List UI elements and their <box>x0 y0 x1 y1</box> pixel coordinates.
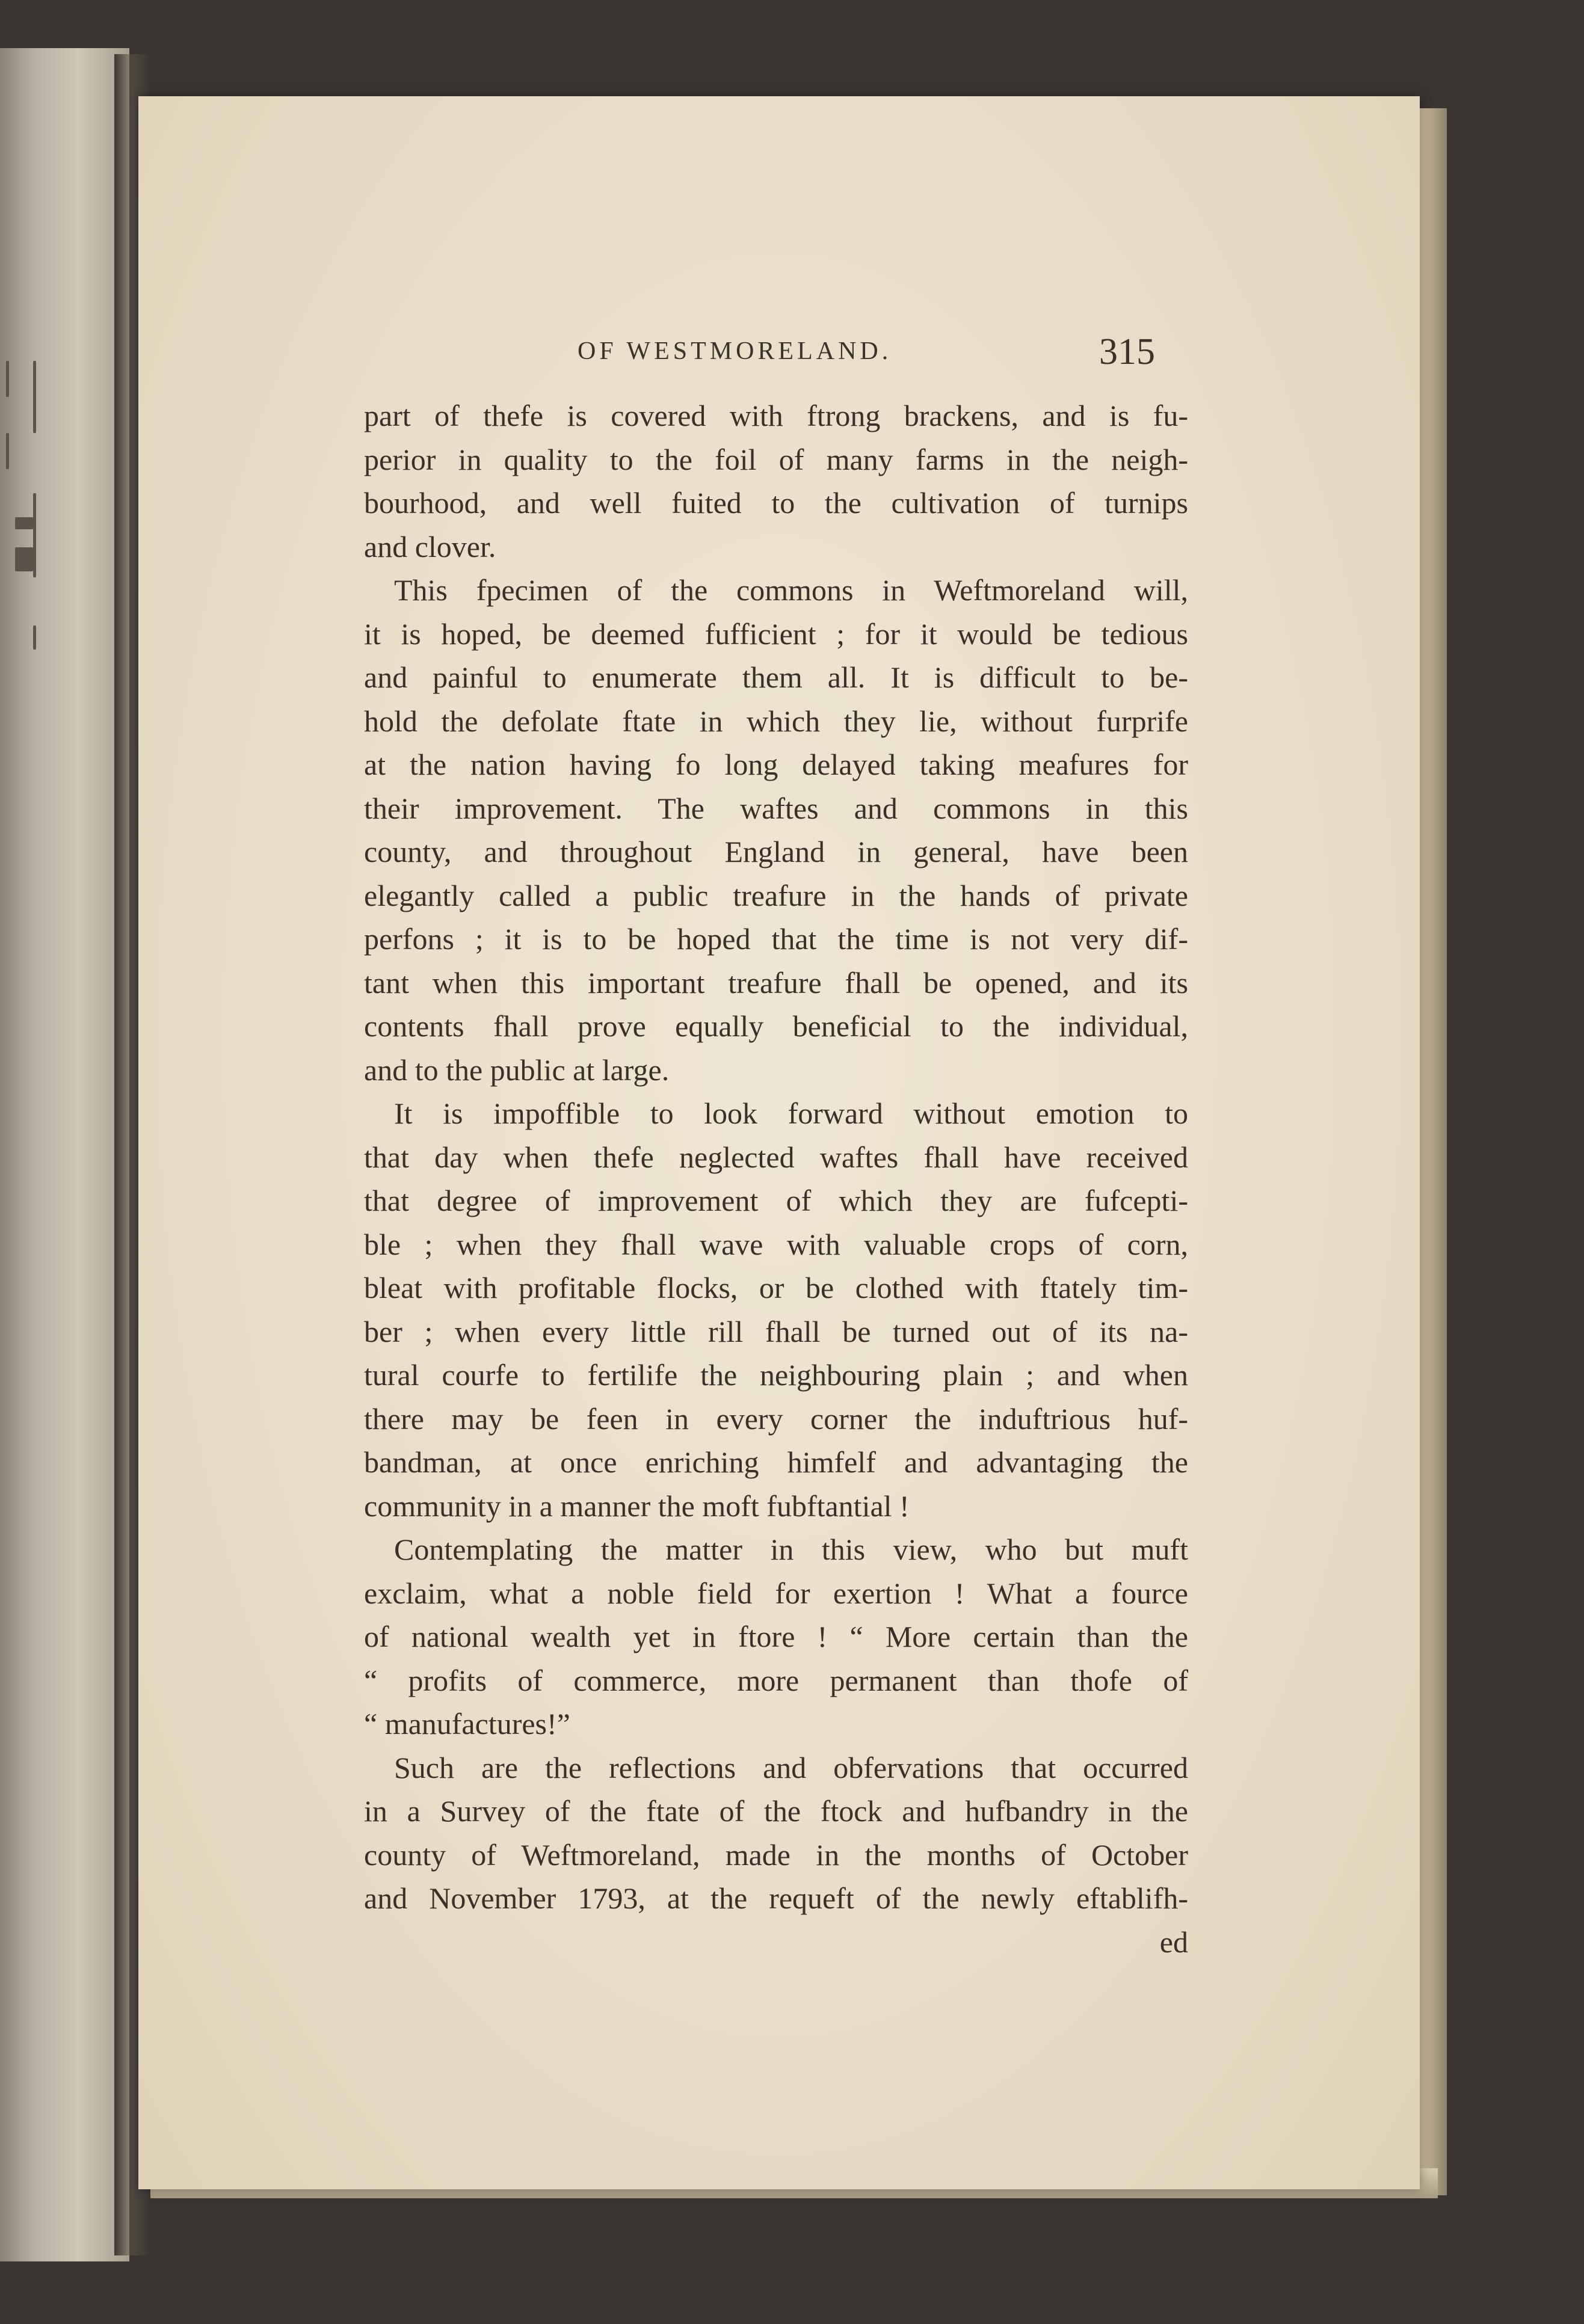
text-line: bleat with profitable flocks, or be clothed with ftately tim- <box>364 1271 1188 1305</box>
text-line: It is impoffible to look forward without emotion to <box>394 1096 1188 1130</box>
text-line: and to the public at large. <box>364 1053 670 1087</box>
previous-page-edge <box>0 48 129 2261</box>
text-line: ble ; when they fhall wave with valuable crops of corn, <box>364 1227 1188 1261</box>
text-line: perior in quality to the foil of many farms in the neigh- <box>364 442 1188 476</box>
text-line: elegantly called a public treafure in the hands of private <box>364 878 1188 912</box>
text-line: there may be feen in every corner the induftrious huf- <box>364 1401 1188 1436</box>
text-line: in a Survey of the ftate of the ftock and hufbandry in the <box>364 1794 1188 1828</box>
text-line: county, and throughout England in general, have been <box>364 835 1188 868</box>
text-line: “ profits of commerce, more permanent than thofe of <box>364 1663 1188 1697</box>
text-line: and clover. <box>364 529 496 564</box>
text-line: part of thefe is covered with ftrong brackens, and is fu- <box>364 399 1188 432</box>
text-line: “ manufactures!” <box>364 1707 570 1741</box>
page-number: 315 <box>1099 331 1155 372</box>
text-line: exclaim, what a noble field for exertion ! What a fource <box>364 1576 1188 1610</box>
text-line: ber ; when every little rill fhall be turned out of its na- <box>364 1314 1188 1348</box>
text-line: and November 1793, at the requeft of the newly eftablifh- <box>364 1881 1188 1915</box>
text-line: ed <box>1159 1925 1188 1959</box>
text-line: This fpecimen of the commons in Weftmoreland will, <box>394 573 1188 607</box>
text-line: bourhood, and well fuited to the cultivation of turnips <box>364 486 1188 520</box>
text-line: Such are the reflections and obfervations that occurred <box>394 1750 1188 1784</box>
text-line: their improvement. The waftes and commons in this <box>364 791 1188 825</box>
text-line: bandman, at once enriching himfelf and advantaging the <box>364 1445 1188 1479</box>
running-head-title: OF WESTMORELAND. <box>578 337 892 365</box>
text-line: tant when this important treafure fhall be opened, and its <box>364 965 1188 1000</box>
text-line: at the nation having fo long delayed taking meafures for <box>364 748 1188 781</box>
running-head <box>578 331 1155 379</box>
text-line: of national wealth yet in ftore ! “ More certain than the <box>364 1620 1188 1653</box>
text-line: hold the defolate ftate in which they lie, without furprife <box>364 704 1188 738</box>
text-line: and painful to enumerate them all. It is difficult to be- <box>364 660 1188 694</box>
text-line: Contemplating the matter in this view, who but muft <box>394 1532 1188 1566</box>
text-line: community in a manner the moft fubftantial ! <box>364 1489 910 1523</box>
text-line: contents fhall prove equally beneficial to the individual, <box>364 1009 1188 1043</box>
text-line: that degree of improvement of which they are fufcepti- <box>364 1184 1188 1217</box>
text-line: county of Weftmoreland, made in the months of October <box>364 1837 1188 1872</box>
text-line: it is hoped, be deemed fufficient ; for it would be tedious <box>364 616 1188 651</box>
text-line: tural courfe to fertilife the neighbouring plain ; and when <box>364 1358 1188 1392</box>
text-line: perfons ; it is to be hoped that the time is not very dif- <box>364 922 1188 956</box>
text-line: that day when thefe neglected waftes fhall have received <box>364 1140 1188 1174</box>
body-text <box>364 394 1188 1964</box>
